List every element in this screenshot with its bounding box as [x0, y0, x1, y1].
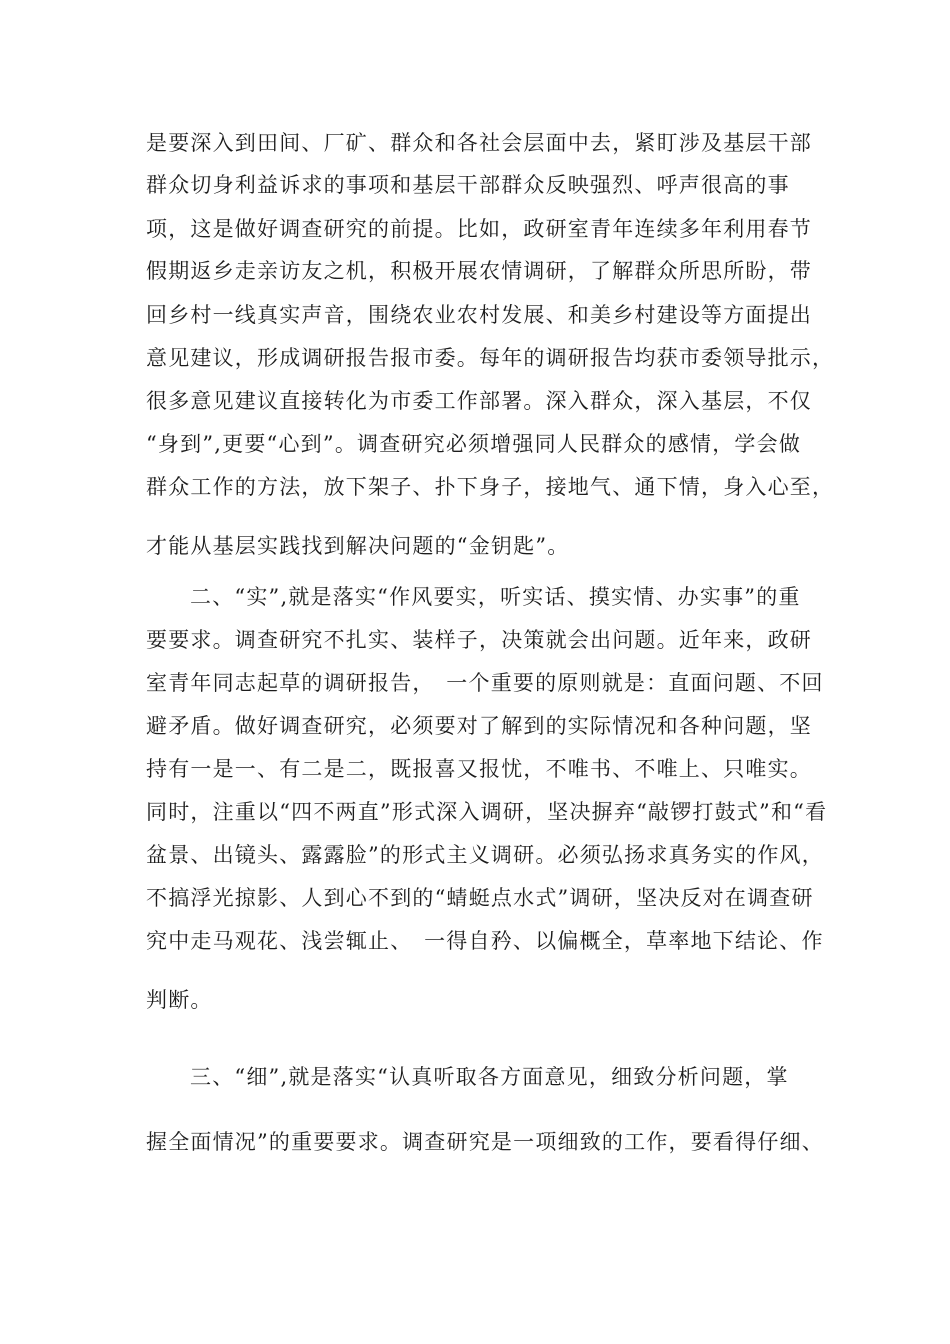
paragraph-heading-shi: 二、“实”,就是落实“作风要实，听实话、摸实情、办实事”的重 [190, 585, 801, 609]
text-line: 究中走马观花、浅尝辄止、 一得自矜、以偏概全，草率地下结论、作 [146, 929, 824, 953]
text-line: 判断。 [146, 988, 213, 1012]
paragraph-heading-xi: 三、“细”,就是落实“认真听取各方面意见，细致分析问题，掌 [190, 1065, 789, 1089]
text-line: 室青年同志起草的调研报告， 一个重要的原则就是：直面问题、不回 [146, 671, 824, 695]
text-line: 项，这是做好调查研究的前提。比如，政研室青年连续多年利用春节 [146, 217, 812, 241]
text-line: 意见建议，形成调研报告报市委。每年的调研报告均获市委领导批示， [146, 346, 835, 370]
text-line: 群众工作的方法，放下架子、扑下身子，接地气、通下情，身入心至， [146, 475, 835, 499]
text-line: 才能从基层实践找到解决问题的“金钥匙”。 [146, 534, 570, 558]
text-line: “身到”,更要“心到”。调查研究必须增强同人民群众的感情，学会做 [146, 432, 802, 456]
text-line: 握全面情况”的重要要求。调查研究是一项细致的工作，要看得仔细、 [146, 1130, 824, 1154]
text-line: 不搞浮光掠影、人到心不到的“蜻蜓点水式”调研，坚决反对在调查研 [146, 886, 814, 910]
text-line: 群众切身利益诉求的事项和基层干部群众反映强烈、呼声很高的事 [146, 173, 790, 197]
text-line: 假期返乡走亲访友之机，积极开展农情调研，了解群众所思所盼，带 [146, 259, 812, 283]
text-line: 是要深入到田间、厂矿、群众和各社会层面中去，紧盯涉及基层干部 [146, 131, 812, 155]
text-line: 避矛盾。做好调查研究，必须要对了解到的实际情况和各种问题，坚 [146, 714, 812, 738]
text-line: 回乡村一线真实声音，围绕农业农村发展、和美乡村建设等方面提出 [146, 303, 812, 327]
text-line: 盆景、出镜头、露露脸”的形式主义调研。必须弘扬求真务实的作风， [146, 843, 824, 867]
text-line: 持有一是一、有二是二，既报喜又报忧，不唯书、不唯上、只唯实。 [146, 757, 812, 781]
text-line: 同时，注重以“四不两直”形式深入调研，坚决摒弃“敲锣打鼓式”和“看 [146, 800, 828, 824]
text-line: 要要求。调查研究不扎实、装样子，决策就会出问题。近年来，政研 [146, 628, 812, 652]
text-line: 很多意见建议直接转化为市委工作部署。深入群众，深入基层，不仅 [146, 389, 812, 413]
